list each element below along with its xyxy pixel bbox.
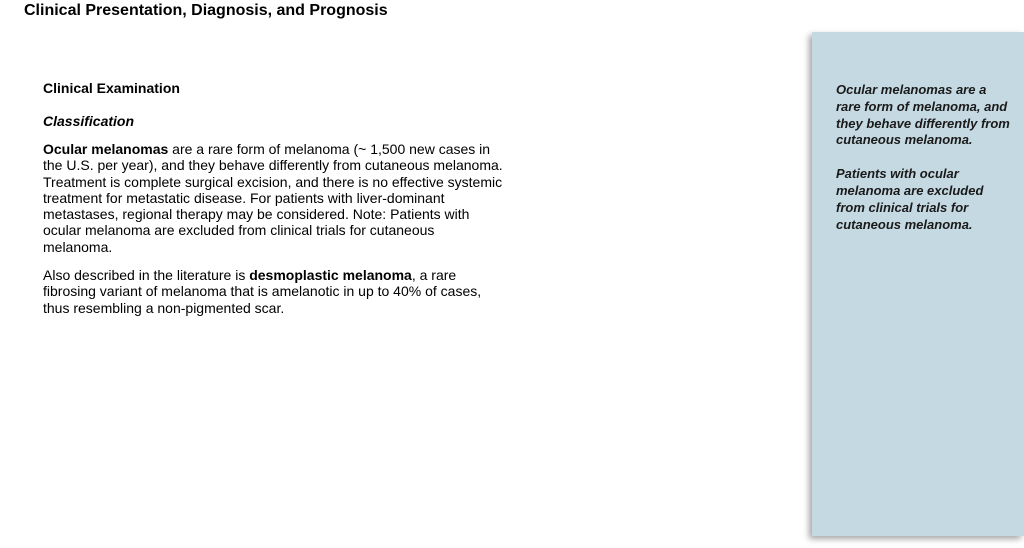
bold-term-desmoplastic-melanoma: desmoplastic melanoma — [249, 267, 412, 284]
paragraph-desmoplastic-melanoma — [43, 267, 503, 316]
sidebar-notes — [836, 82, 1012, 250]
section-heading: Clinical Examination — [43, 80, 180, 96]
paragraph-ocular-melanoma — [43, 141, 503, 255]
sidebar-note: Ocular melanomas are a rare form of melanoma, and they behave differently from cutaneous melanoma. — [836, 82, 1010, 148]
paragraph-text: are a rare form of melanoma (~ 1,500 new cases in the U.S. per year), and they behave differently from cutaneous melanoma. Treatment is complete surgical excision, and there is no effective systemic treatment for metastatic disease. For patients with liver-dominant metastases, regional therapy may be considered. Note: Patients with ocular melanoma are excluded from clinical trials for cutaneous melanoma. — [43, 141, 503, 255]
page-title: Clinical Presentation, Diagnosis, and Prognosis — [24, 2, 388, 19]
sidebar-callout — [812, 32, 1024, 536]
main-content — [43, 80, 503, 328]
sub-heading: Classification — [43, 113, 135, 129]
sidebar-note: Patients with ocular melanoma are excluded from clinical trials for cutaneous melanoma. — [836, 166, 984, 232]
paragraph-text-after: , a rare fibrosing variant of melanoma that is amelanotic in up to 40% of cases, thus resembling a non-pigmented scar. — [43, 267, 482, 316]
paragraph-text-before: Also described in the literature is — [43, 267, 250, 284]
bold-term-ocular-melanomas: Ocular melanomas — [43, 141, 169, 157]
